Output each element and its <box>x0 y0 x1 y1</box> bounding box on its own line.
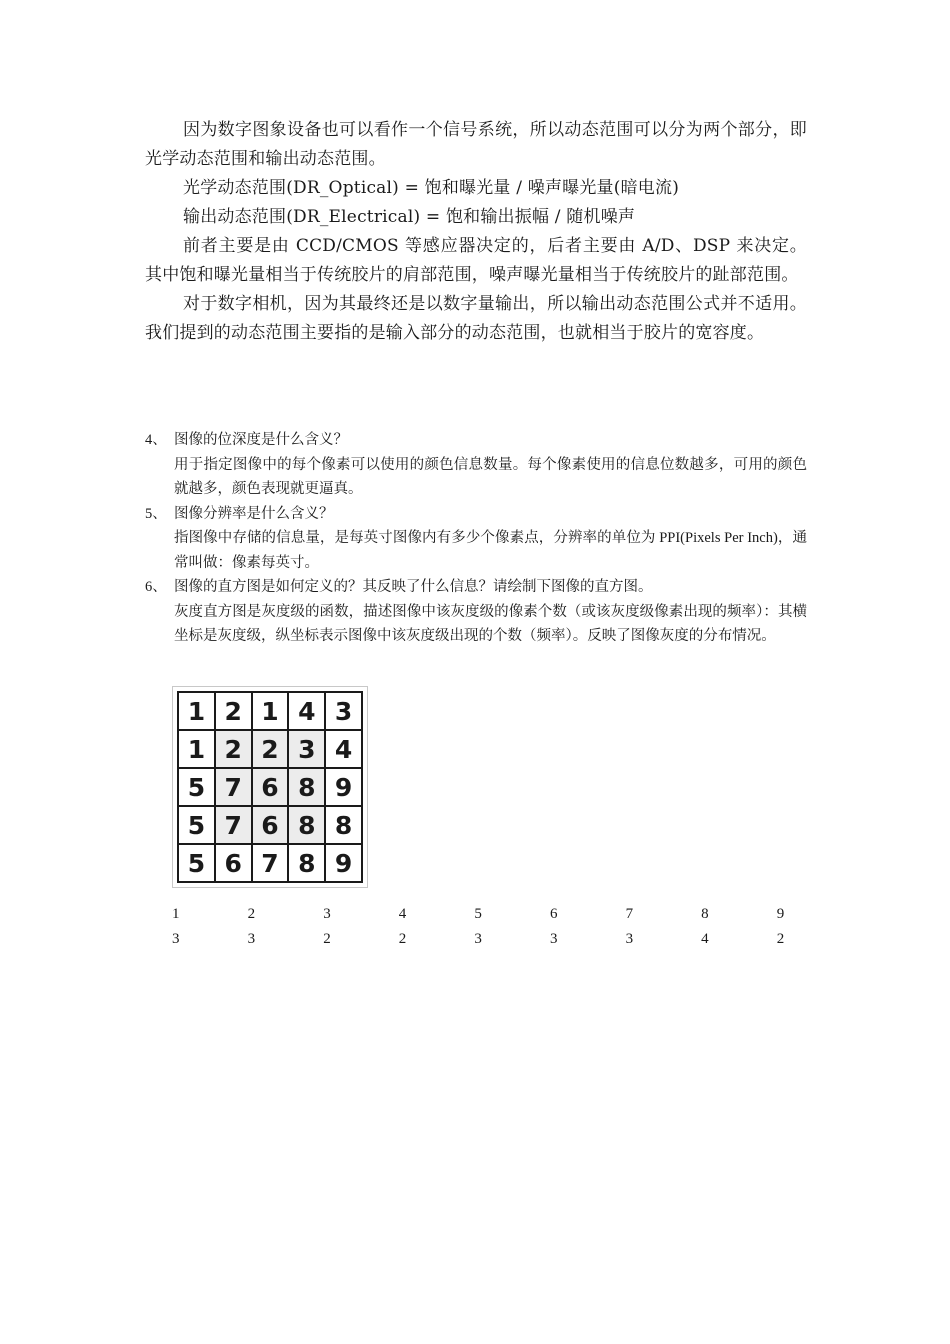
question-text: 图像的位深度是什么含义？ <box>174 432 348 448</box>
grid-cell: 6 <box>252 768 289 806</box>
paragraph-dynamic-range-intro: 因为数字图象设备也可以看作一个信号系统，所以动态范围可以分为两个部分，即光学动态范围和输出动态范围。 <box>145 120 807 169</box>
paragraph-digital-camera: 对于数字相机，因为其最终还是以数字量输出，所以输出动态范围公式并不适用。我们提到的动态范围主要指的是输入部分的动态范围，也就相当于胶片的宽容度。 <box>145 294 807 343</box>
count-cell: 2 <box>776 931 785 947</box>
question-item <box>145 502 807 576</box>
grid-cell: 7 <box>215 806 252 844</box>
histogram-table <box>172 902 812 952</box>
gray-level-cell: 1 <box>172 906 180 922</box>
grid-cell: 2 <box>215 730 252 768</box>
question-text: 图像分辨率是什么含义？ <box>174 505 334 522</box>
formula-electrical: 输出动态范围(DR_Electrical) = 饱和输出振幅 / 随机噪声 <box>183 207 636 227</box>
count-cell: 3 <box>625 931 634 947</box>
count-cell: 3 <box>549 931 558 947</box>
grid-row <box>178 768 362 806</box>
question-number: 5、 <box>145 505 167 522</box>
count-cell: 3 <box>247 931 256 947</box>
gray-level-cell: 5 <box>474 906 482 922</box>
pixel-grid <box>177 691 363 883</box>
gray-level-cell: 7 <box>625 906 634 922</box>
grid-row <box>178 730 362 768</box>
count-cell: 3 <box>172 931 180 947</box>
gray-level-row <box>172 902 812 927</box>
grid-cell: 1 <box>178 692 215 730</box>
grid-cell: 7 <box>215 768 252 806</box>
question-text: 图像的直方图是如何定义的？其反映了什么信息？请绘制下图像的直方图。 <box>174 579 653 595</box>
count-cell: 2 <box>398 931 407 947</box>
count-cell: 3 <box>474 931 482 947</box>
grid-cell: 3 <box>288 730 325 768</box>
gray-level-cell: 3 <box>323 906 331 922</box>
grid-cell: 8 <box>288 806 325 844</box>
grid-cell: 2 <box>215 692 252 730</box>
formula-optical: 光学动态范围(DR_Optical) = 饱和曝光量 / 噪声曝光量(暗电流) <box>183 178 680 198</box>
grid-cell: 3 <box>325 692 362 730</box>
gray-level-cell: 9 <box>776 906 785 922</box>
dynamic-range-section <box>145 116 807 348</box>
grid-row <box>178 806 362 844</box>
answer-text: 用于指定图像中的每个像素可以使用的颜色信息数量。每个像素使用的信息位数越多，可用的颜色就越多，颜色表现就更逼真。 <box>174 456 807 497</box>
gray-level-cell: 8 <box>701 906 709 922</box>
answer-text: 指图像中存储的信息量，是每英寸图像内有多少个像素点，分辨率的单位为 PPI(Pixels Per Inch)，通常叫做：像素每英寸。 <box>174 530 807 571</box>
grid-cell: 2 <box>252 730 289 768</box>
grid-cell: 9 <box>325 768 362 806</box>
grid-cell: 4 <box>288 692 325 730</box>
paragraph-sensor: 前者主要是由 CCD/CMOS 等感应器决定的，后者主要由 A/D、DSP 来决定。其中饱和曝光量相当于传统胶片的肩部范围，噪声曝光量相当于传统胶片的趾部范围。 <box>145 236 807 285</box>
grid-row <box>178 692 362 730</box>
grid-row <box>178 844 362 882</box>
grid-cell: 5 <box>178 806 215 844</box>
gray-level-cell: 4 <box>398 906 407 922</box>
questions-list <box>145 428 807 649</box>
grid-cell: 6 <box>215 844 252 882</box>
answer-text: 灰度直方图是灰度级的函数，描述图像中该灰度级的像素个数（或该灰度级像素出现的频率）：其横坐标是灰度级，纵坐标表示图像中该灰度级出现的个数（频率）。反映了图像灰度的分布情况。 <box>174 603 807 644</box>
grid-cell: 4 <box>325 730 362 768</box>
question-number: 4、 <box>145 432 167 448</box>
gray-level-cell: 2 <box>247 906 256 922</box>
pixel-grid-image <box>172 686 368 888</box>
grid-cell: 8 <box>288 844 325 882</box>
grid-cell: 1 <box>252 692 289 730</box>
grid-cell: 7 <box>252 844 289 882</box>
grid-cell: 1 <box>178 730 215 768</box>
grid-cell: 5 <box>178 844 215 882</box>
count-cell: 4 <box>701 931 709 947</box>
count-cell: 2 <box>323 931 331 947</box>
grid-cell: 8 <box>288 768 325 806</box>
grid-cell: 6 <box>252 806 289 844</box>
count-row <box>172 927 812 952</box>
gray-level-cell: 6 <box>549 906 558 922</box>
question-item <box>145 575 807 649</box>
grid-cell: 9 <box>325 844 362 882</box>
grid-cell: 5 <box>178 768 215 806</box>
grid-cell: 8 <box>325 806 362 844</box>
question-number: 6、 <box>145 579 167 595</box>
question-item <box>145 428 807 502</box>
